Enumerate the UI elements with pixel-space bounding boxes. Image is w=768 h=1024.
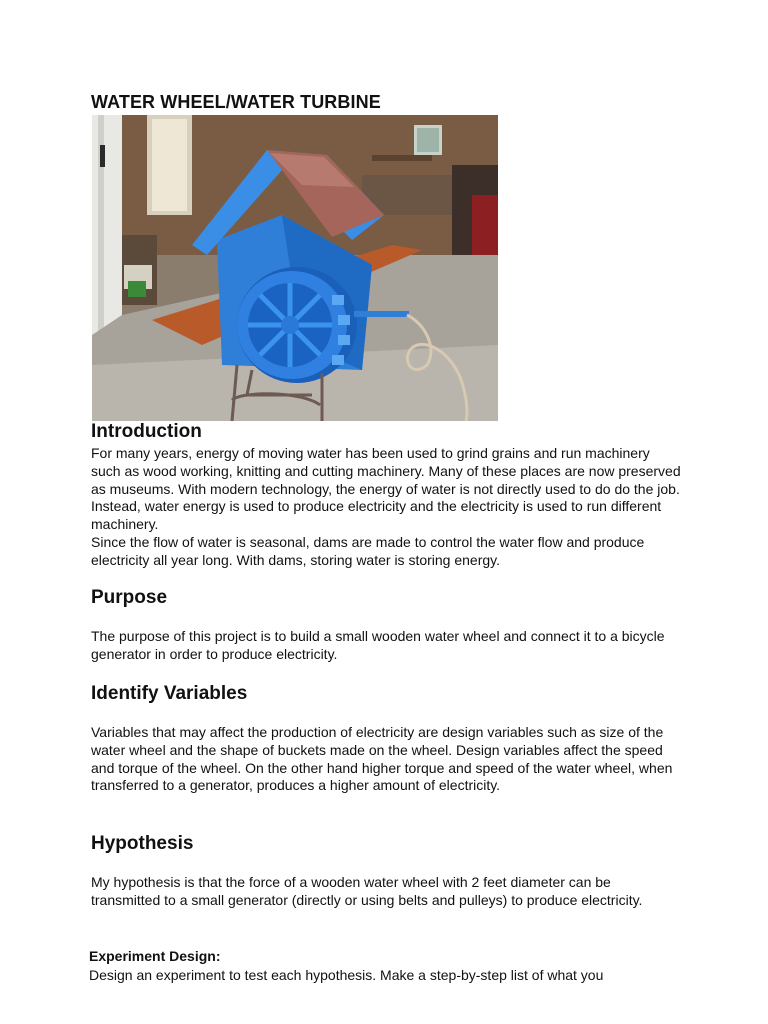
introduction-text (91, 445, 681, 570)
hypothesis-heading: Hypothesis (91, 833, 194, 854)
variables-text: Variables that may affect the production of electricity are design variables such as size of the water wheel and the shape of buckets made on the wheel. Design variables affect the speed and torque of the wheel. On the other hand higher torque and speed of the water wheel, when transferred to a generator, produces a higher amount of electricity. (91, 724, 673, 794)
introduction-paragraph-2: Since the flow of water is seasonal, dams are made to control the water flow and produce electricity all year long. With dams, storing water is storing energy. (91, 533, 645, 568)
pipe (354, 311, 409, 317)
introduction-paragraph-1: For many years, energy of moving water has been used to grind grains and run machinery such as wood working, knitting and cutting machinery. Many of these places are now preserved as museums. With modern technology, the energy of water is not directly used to do do the job. Instead, water energy is used to produce electricity and the electricity is used to run different machinery. (91, 445, 681, 533)
experiment-heading: Experiment Design: (89, 948, 221, 964)
water-wheel-photo (92, 115, 498, 421)
experiment-text: Design an experiment to test each hypothesis. Make a step-by-step list of what you (89, 967, 604, 983)
introduction-heading: Introduction (91, 421, 202, 442)
purpose-heading: Purpose (91, 587, 168, 608)
house-siding (92, 115, 122, 335)
hypothesis-text: My hypothesis is that the force of a wooden water wheel with 2 feet diameter can be transmitted to a small generator (directly or using belts and pulleys) to produce electricity. (91, 874, 643, 908)
variables-heading: Identify Variables (91, 683, 248, 704)
document-title: WATER WHEEL/WATER TURBINE (91, 92, 381, 112)
purpose-text: The purpose of this project is to build a small wooden water wheel and connect it to a bicycle generator in order to produce electricity. (91, 628, 665, 662)
